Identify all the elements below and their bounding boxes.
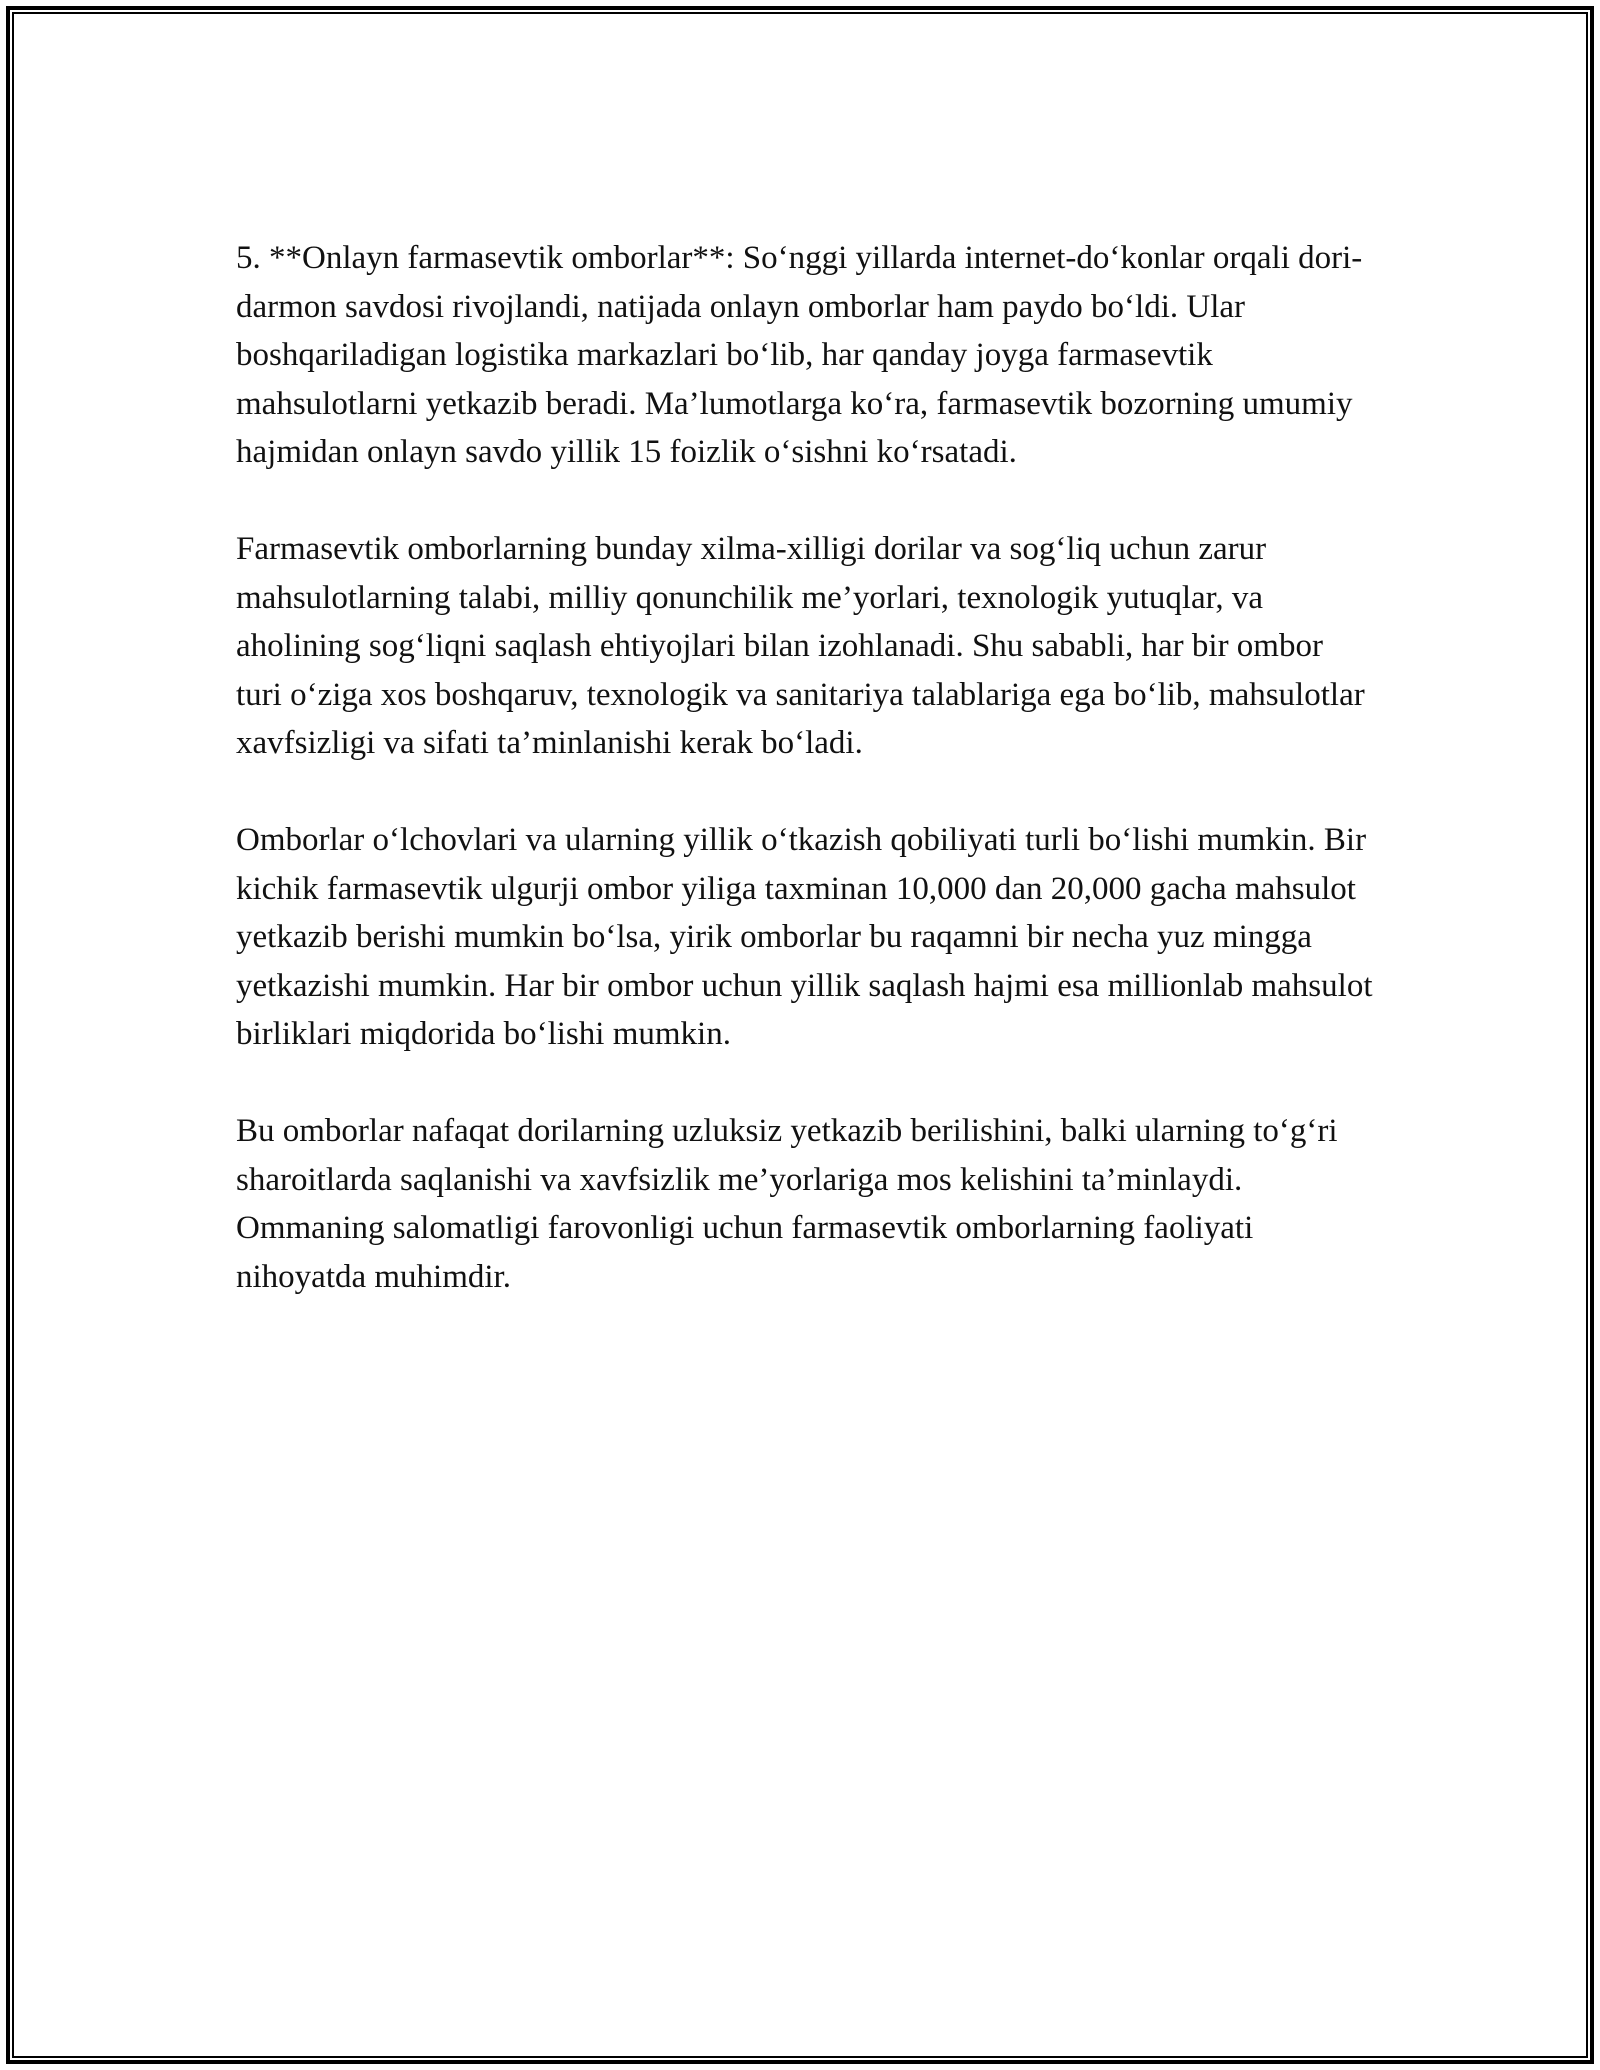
paragraph-online-warehouses: 5. **Onlayn farmasevtik omborlar**: So‘nggi yillarda internet-do‘konlar orqali dori-darmon savdosi rivojlandi, natijada onlayn omborlar ham paydo bo‘ldi. Ular boshqariladigan logistika markazlari bo‘lib, har qanday joyga farmasevtik mahsulotlarni yetkazib beradi. Ma’lumotlarga ko‘ra, farmasevtik bozorning umumiy hajmidan onlayn savdo yillik 15 foizlik o‘sishni ko‘rsatadi. — [236, 240, 1363, 470]
paragraph-warehouse-importance: Bu omborlar nafaqat dorilarning uzluksiz yetkazib berilishini, balki ularning to‘g‘ri sharoitlarda saqlanishi va xavfsizlik me’yorlariga mos kelishini ta’minlaydi. Ommaning salomatligi farovonligi uchun farmasevtik omborlarning faoliyati nihoyatda muhimdir. — [236, 1113, 1338, 1295]
paragraph-warehouse-diversity: Farmasevtik omborlarning bunday xilma-xilligi dorilar va sog‘liq uchun zarur mahsulotlarning talabi, milliy qonunchilik me’yorlari, texnologik yutuqlar, va aholining sog‘liqni saqlash ehtiyojlari bilan izohlanadi. Shu sababli, har bir ombor turi o‘ziga xos boshqaruv, texnologik va sanitariya talablariga ega bo‘lib, mahsulotlar xavfsizligi va sifati ta’minlanishi kerak bo‘ladi. — [236, 531, 1365, 761]
document-body — [236, 234, 1376, 1350]
paragraph-warehouse-capacity: Omborlar o‘lchovlari va ularning yillik o‘tkazish qobiliyati turli bo‘lishi mumkin. Bir kichik farmasevtik ulgurji ombor yiliga taxminan 10,000 dan 20,000 gacha mahsulot yetkazib berishi mumkin bo‘lsa, yirik omborlar bu raqamni bir necha yuz mingga yetkazishi mumkin. Har bir ombor uchun yillik saqlash hajmi esa millionlab mahsulot birliklari miqdorida bo‘lishi mumkin. — [236, 822, 1373, 1052]
